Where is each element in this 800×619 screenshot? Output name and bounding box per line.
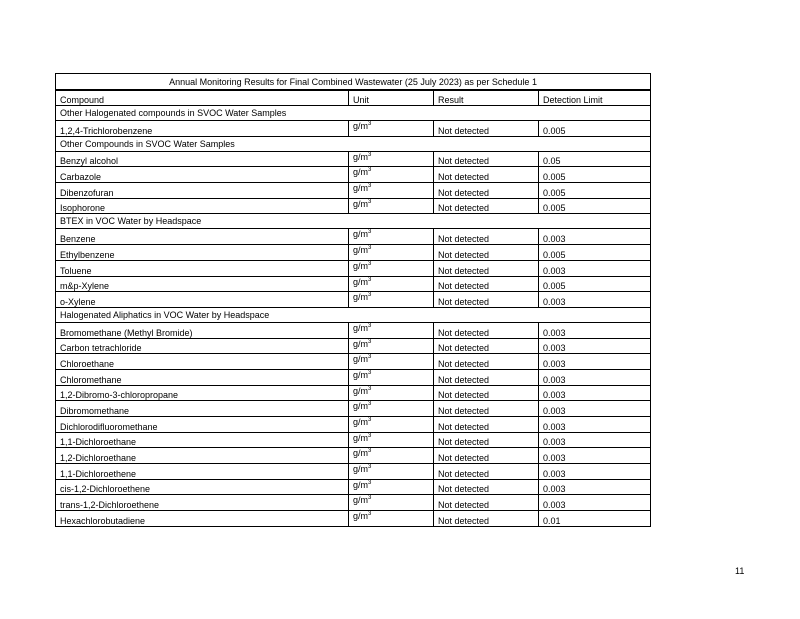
detection-limit-cell: 0.005 [539,198,651,214]
unit-cell [349,432,434,448]
unit-exponent: 3 [368,245,372,252]
header-detection-limit: Detection Limit [539,90,651,106]
page-number: 11 [735,566,745,576]
compound-cell: Bromomethane (Methyl Bromide) [56,322,349,338]
table-row [56,276,651,292]
section-label: Other Halogenated compounds in SVOC Water Samples [56,106,651,121]
detection-limit-cell: 0.003 [539,417,651,433]
table-header-row [56,90,651,106]
compound-cell: Dibenzofuran [56,183,349,199]
table-row [56,338,651,354]
result-cell: Not detected [434,121,539,137]
result-cell: Not detected [434,245,539,261]
compound-cell: Dichlorodifluoromethane [56,417,349,433]
unit-cell [349,198,434,214]
section-label: BTEX in VOC Water by Headspace [56,214,651,229]
compound-cell: Chloromethane [56,369,349,385]
result-cell: Not detected [434,183,539,199]
result-cell: Not detected [434,401,539,417]
detection-limit-cell: 0.003 [539,369,651,385]
detection-limit-cell: 0.005 [539,183,651,199]
unit-exponent: 3 [368,121,372,127]
unit-exponent: 3 [368,338,372,345]
unit-exponent: 3 [368,385,372,392]
unit-cell [349,151,434,167]
detection-limit-cell: 0.003 [539,229,651,245]
unit-cell [349,245,434,261]
compound-cell: Benzyl alcohol [56,151,349,167]
unit-base: g/m [353,183,369,194]
unit-exponent: 3 [368,417,372,423]
result-cell: Not detected [434,260,539,276]
unit-base: g/m [353,369,369,380]
detection-limit-cell: 0.003 [539,322,651,338]
table-row [56,417,651,433]
table-title-row [56,74,651,91]
header-result: Result [434,90,539,106]
compound-cell: m&p-Xylene [56,276,349,292]
result-cell: Not detected [434,495,539,511]
section-row [56,307,651,322]
unit-cell [349,448,434,464]
result-cell: Not detected [434,229,539,245]
detection-limit-cell: 0.05 [539,151,651,167]
unit-base: g/m [353,354,369,365]
unit-exponent: 3 [368,292,372,299]
result-cell: Not detected [434,151,539,167]
unit-base: g/m [353,151,369,162]
table-row [56,260,651,276]
result-cell: Not detected [434,511,539,527]
unit-base: g/m [353,292,369,303]
table-row [56,354,651,370]
detection-limit-cell: 0.003 [539,464,651,480]
unit-base: g/m [353,464,369,475]
unit-cell [349,121,434,137]
unit-base: g/m [353,448,369,459]
unit-cell [349,183,434,199]
unit-base: g/m [353,338,369,349]
table-row [56,121,651,137]
section-label: Other Compounds in SVOC Water Samples [56,136,651,151]
unit-exponent: 3 [368,495,372,502]
compound-cell: cis-1,2-Dichloroethene [56,479,349,495]
result-cell: Not detected [434,292,539,308]
unit-cell [349,167,434,183]
unit-base: g/m [353,276,369,287]
table-title: Annual Monitoring Results for Final Combined Wastewater (25 July 2023) as per Schedule 1 [56,74,651,91]
unit-exponent: 3 [368,229,372,236]
unit-exponent: 3 [368,369,372,376]
compound-cell: Carbon tetrachloride [56,338,349,354]
header-unit: Unit [349,90,434,106]
unit-exponent: 3 [368,276,372,283]
unit-base: g/m [353,495,369,506]
unit-cell [349,385,434,401]
table-row [56,245,651,261]
compound-cell: 1,1-Dichloroethene [56,464,349,480]
compound-cell: 1,2-Dibromo-3-chloropropane [56,385,349,401]
detection-limit-cell: 0.003 [539,385,651,401]
detection-limit-cell: 0.003 [539,479,651,495]
unit-cell [349,260,434,276]
unit-exponent: 3 [368,151,372,158]
section-label: Halogenated Aliphatics in VOC Water by Headspace [56,307,651,322]
table-row [56,322,651,338]
unit-base: g/m [353,417,369,427]
unit-exponent: 3 [368,479,372,486]
compound-cell: Carbazole [56,167,349,183]
unit-base: g/m [353,121,369,131]
unit-exponent: 3 [368,322,372,329]
detection-limit-cell: 0.01 [539,511,651,527]
unit-cell [349,338,434,354]
compound-cell: Toluene [56,260,349,276]
unit-cell [349,354,434,370]
result-cell: Not detected [434,322,539,338]
compound-cell: Isophorone [56,198,349,214]
section-row [56,136,651,151]
result-cell: Not detected [434,385,539,401]
unit-base: g/m [353,229,369,240]
unit-exponent: 3 [368,401,372,408]
section-row [56,106,651,121]
compound-cell: Hexachlorobutadiene [56,511,349,527]
section-row [56,214,651,229]
detection-limit-cell: 0.003 [539,292,651,308]
unit-cell [349,495,434,511]
table-row [56,479,651,495]
unit-exponent: 3 [368,432,372,439]
table-row [56,151,651,167]
result-cell: Not detected [434,417,539,433]
detection-limit-cell: 0.003 [539,448,651,464]
unit-base: g/m [353,401,369,412]
table-row [56,448,651,464]
detection-limit-cell: 0.003 [539,432,651,448]
table-row [56,385,651,401]
unit-cell [349,401,434,417]
result-cell: Not detected [434,338,539,354]
compound-cell: o-Xylene [56,292,349,308]
unit-exponent: 3 [368,354,372,361]
result-cell: Not detected [434,448,539,464]
unit-base: g/m [353,479,369,490]
table-row [56,229,651,245]
detection-limit-cell: 0.003 [539,401,651,417]
table-row [56,401,651,417]
unit-base: g/m [353,432,369,443]
result-cell: Not detected [434,167,539,183]
detection-limit-cell: 0.003 [539,495,651,511]
unit-base: g/m [353,260,369,271]
unit-base: g/m [353,385,369,396]
unit-cell [349,229,434,245]
detection-limit-cell: 0.003 [539,354,651,370]
compound-cell: Dibromomethane [56,401,349,417]
result-cell: Not detected [434,432,539,448]
table-row [56,369,651,385]
unit-cell [349,292,434,308]
unit-exponent: 3 [368,198,372,205]
compound-cell: 1,1-Dichloroethane [56,432,349,448]
table-row [56,464,651,480]
compound-cell: Ethylbenzene [56,245,349,261]
result-cell: Not detected [434,354,539,370]
compound-cell: Chloroethane [56,354,349,370]
detection-limit-cell: 0.003 [539,260,651,276]
compound-cell: trans-1,2-Dichloroethene [56,495,349,511]
unit-base: g/m [353,322,369,333]
unit-base: g/m [353,511,369,522]
unit-base: g/m [353,245,369,256]
unit-exponent: 3 [368,183,372,190]
unit-cell [349,417,434,433]
table-row [56,511,651,527]
unit-exponent: 3 [368,260,372,267]
unit-cell [349,369,434,385]
unit-exponent: 3 [368,464,372,471]
unit-base: g/m [353,167,369,178]
result-cell: Not detected [434,479,539,495]
result-cell: Not detected [434,369,539,385]
unit-cell [349,464,434,480]
unit-cell [349,511,434,527]
table-row [56,198,651,214]
unit-exponent: 3 [368,511,372,518]
result-cell: Not detected [434,276,539,292]
unit-cell [349,322,434,338]
results-table [55,73,651,527]
detection-limit-cell: 0.005 [539,121,651,137]
unit-exponent: 3 [368,167,372,174]
result-cell: Not detected [434,464,539,480]
compound-cell: 1,2,4-Trichlorobenzene [56,121,349,137]
table-row [56,432,651,448]
unit-cell [349,479,434,495]
results-table-body [56,74,651,527]
header-compound: Compound [56,90,349,106]
table-row [56,167,651,183]
table-row [56,292,651,308]
detection-limit-cell: 0.003 [539,338,651,354]
table-row [56,495,651,511]
compound-cell: 1,2-Dichloroethane [56,448,349,464]
unit-exponent: 3 [368,448,372,455]
unit-cell [349,276,434,292]
table-row [56,183,651,199]
result-cell: Not detected [434,198,539,214]
detection-limit-cell: 0.005 [539,276,651,292]
unit-base: g/m [353,198,369,209]
detection-limit-cell: 0.005 [539,245,651,261]
compound-cell: Benzene [56,229,349,245]
detection-limit-cell: 0.005 [539,167,651,183]
